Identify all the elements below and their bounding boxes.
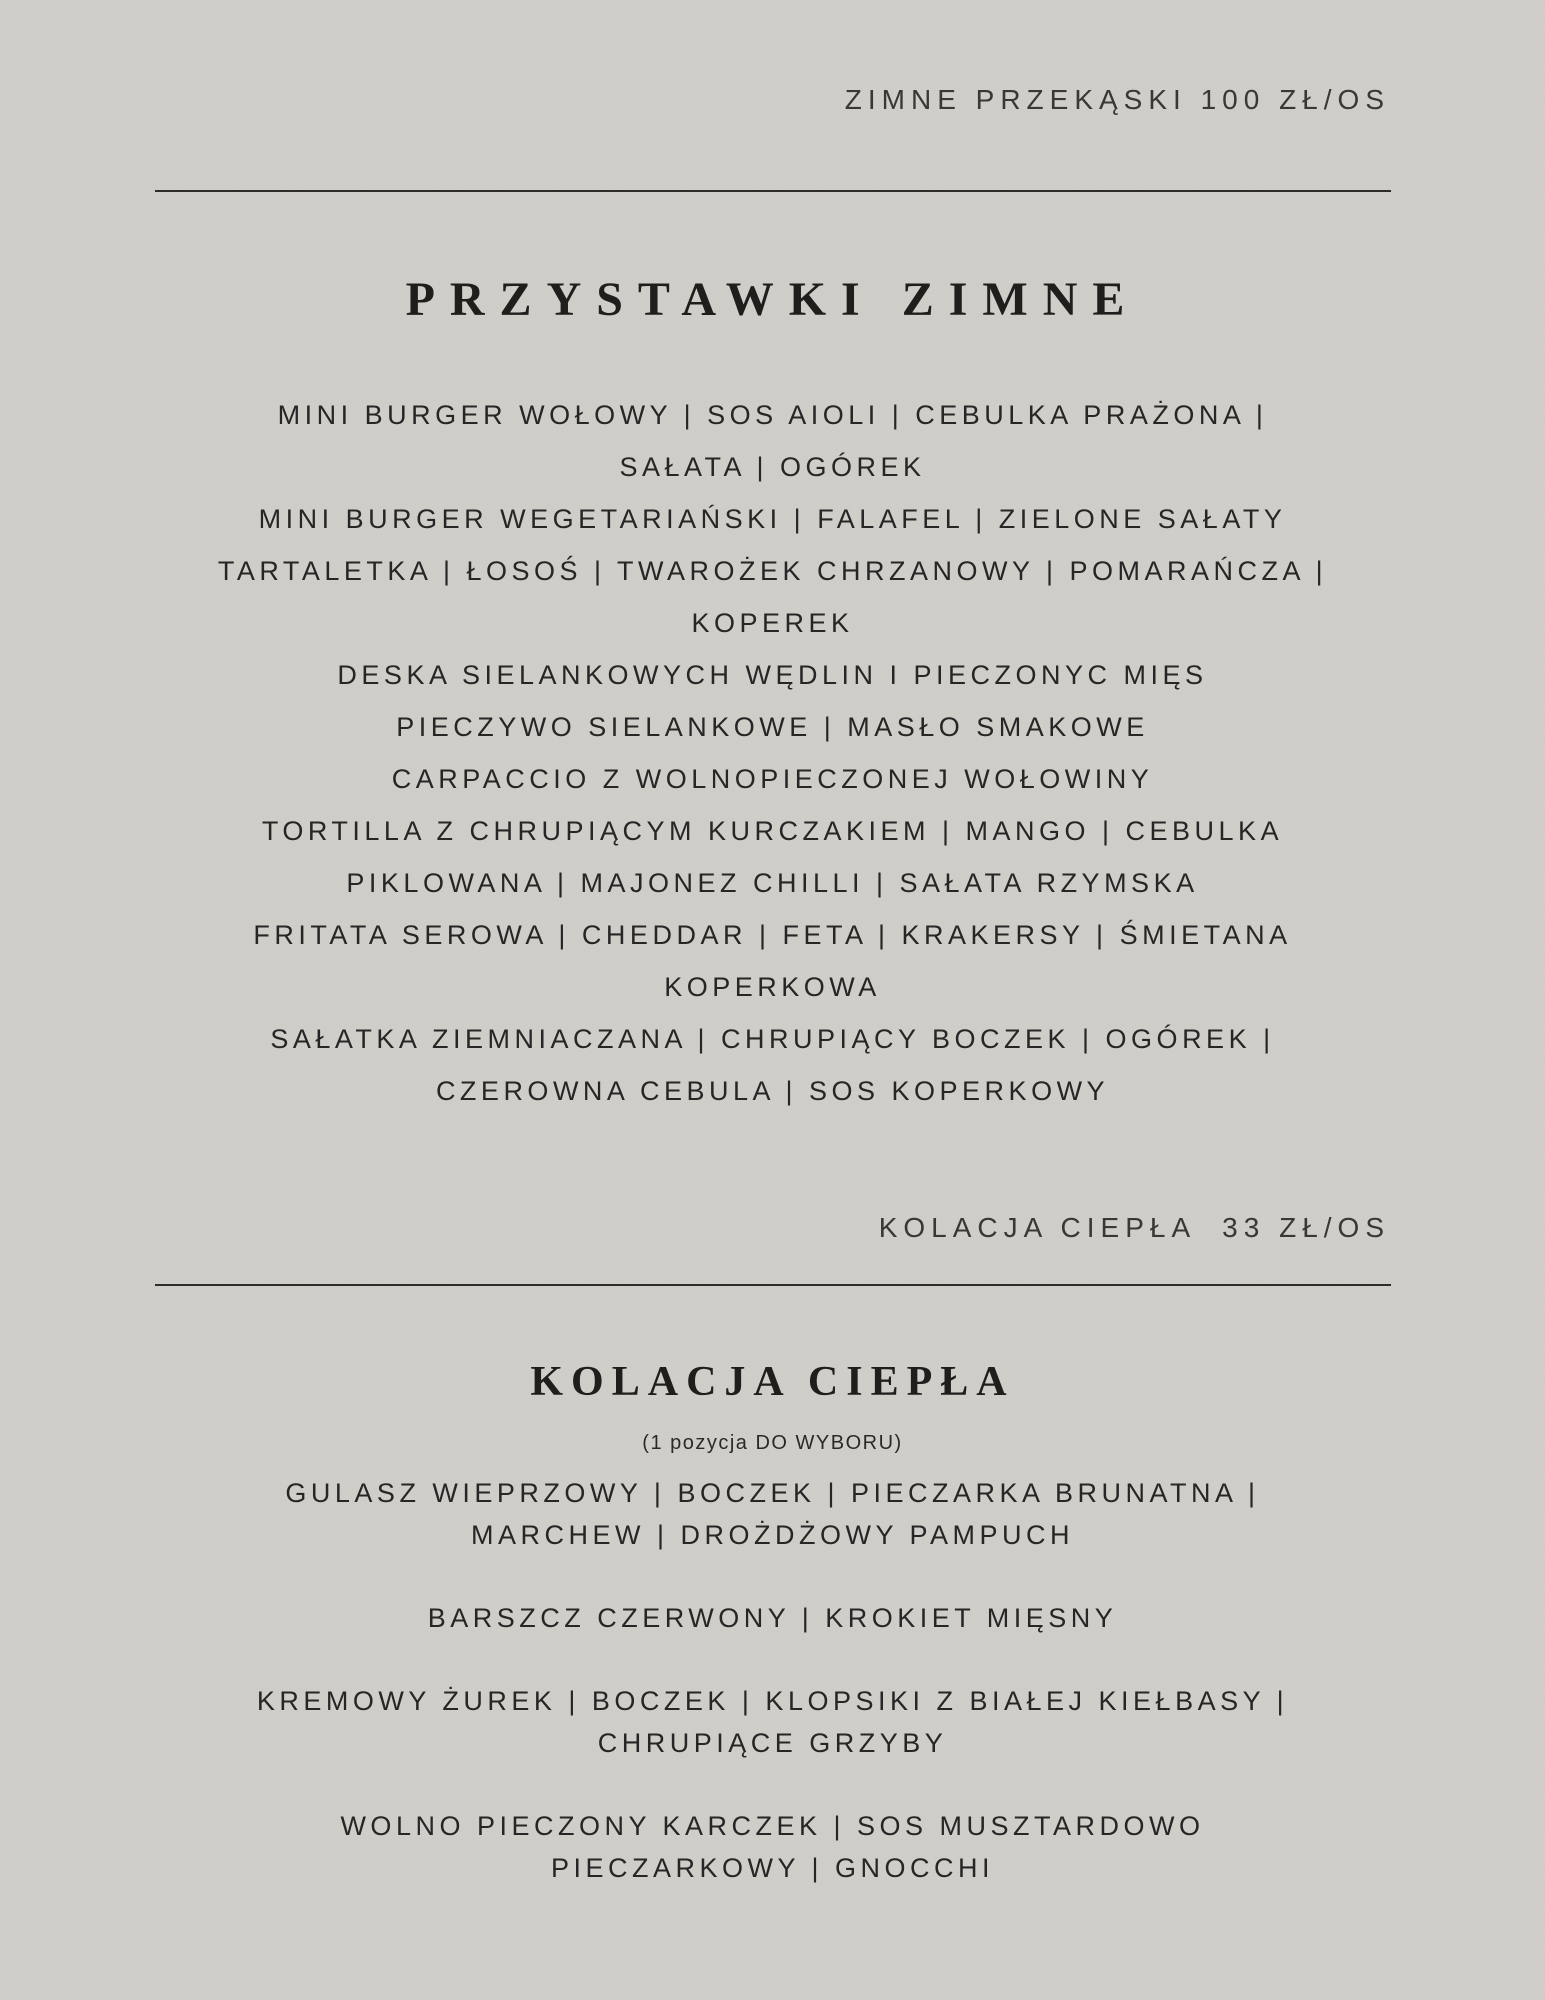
menu-line: DESKA SIELANKOWYCH WĘDLIN I PIECZONYC MIĘS [337,660,1208,690]
menu-line: SAŁATA | OGÓREK [619,452,926,482]
menu-line: FRITATA SEROWA | CHEDDAR | FETA | KRAKERSY | ŚMIETANA [253,920,1292,950]
menu-item [0,1597,1545,1639]
menu-line: MINI BURGER WOŁOWY | SOS AIOLI | CEBULKA PRAŻONA | [277,400,1268,430]
menu-line: CHRUPIĄCE GRZYBY [597,1728,948,1758]
menu-line: TORTILLA Z CHRUPIĄCYM KURCZAKIEM | MANGO | CEBULKA [261,816,1284,846]
warm-section-item-list [0,1472,1545,1930]
menu-line: PIKLOWANA | MAJONEZ CHILLI | SAŁATA RZYMSKA [346,868,1199,898]
menu-line: MARCHEW | DROŻDŻOWY PAMPUCH [470,1520,1074,1550]
menu-item [0,1680,1545,1764]
menu-line: BARSZCZ CZERWONY | KROKIET MIĘSNY [427,1603,1118,1633]
menu-line: PIECZYWO SIELANKOWE | MASŁO SMAKOWE [396,712,1149,742]
warm-section-price-header: KOLACJA CIEPŁA 33 ZŁ/OS [878,1212,1390,1243]
warm-section-subtitle: (1 pozycja DO WYBORU) [642,1432,903,1454]
menu-item [0,1805,1545,1889]
cold-section-item-list [0,389,1545,1117]
warm-section-title: KOLACJA CIEPŁA [530,1359,1015,1405]
cold-section-title: PRZYSTAWKI ZIMNE [405,273,1140,326]
warm-section-divider [155,1284,1391,1286]
menu-line: TARTALETKA | ŁOSOŚ | TWAROŻEK CHRZANOWY | POMARAŃCZA | [217,556,1328,586]
menu-line: MINI BURGER WEGETARIAŃSKI | FALAFEL | ZIELONE SAŁATY [258,504,1287,534]
cold-section-divider [155,190,1391,192]
menu-line: GULASZ WIEPRZOWY | BOCZEK | PIECZARKA BRUNATNA | [285,1478,1260,1508]
menu-line: CZEROWNA CEBULA | SOS KOPERKOWY [435,1076,1110,1106]
cold-section-price-header: ZIMNE PRZEKĄSKI 100 ZŁ/OS [844,84,1390,115]
menu-line: KOPERKOWA [664,972,881,1002]
menu-line: WOLNO PIECZONY KARCZEK | SOS MUSZTARDOWO [340,1811,1205,1841]
menu-line: CARPACCIO Z WOLNOPIECZONEJ WOŁOWINY [391,764,1154,794]
menu-line: KOPEREK [691,608,854,638]
menu-line: PIECZARKOWY | GNOCCHI [550,1853,995,1883]
menu-item [0,1472,1545,1556]
menu-line: SAŁATKA ZIEMNIACZANA | CHRUPIĄCY BOCZEK | OGÓREK | [270,1024,1275,1054]
menu-line: KREMOWY ŻUREK | BOCZEK | KLOPSIKI Z BIAŁEJ KIEŁBASY | [256,1686,1289,1716]
